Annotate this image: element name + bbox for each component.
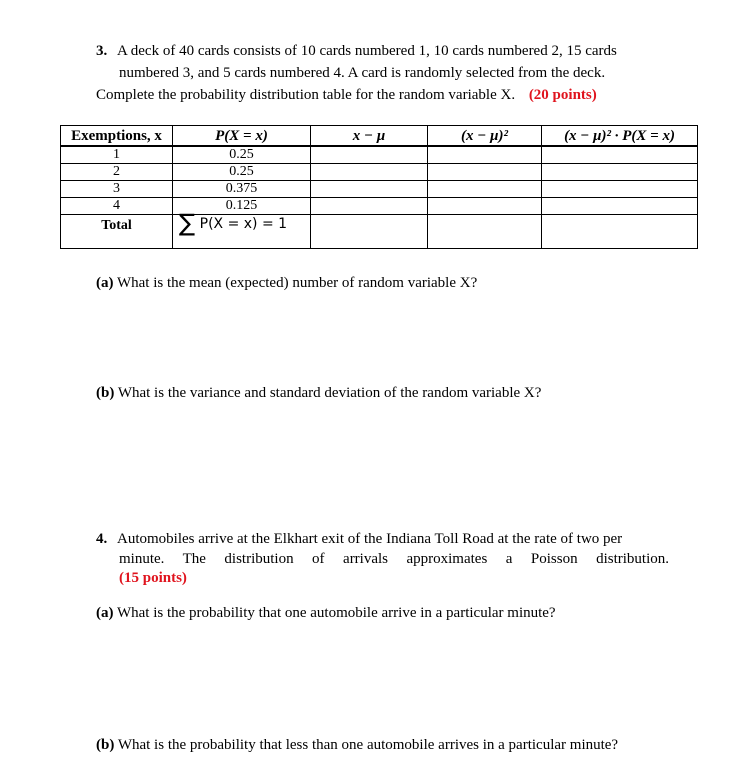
cell-empty — [428, 146, 542, 164]
cell-empty — [311, 215, 428, 249]
cell-x: 2 — [61, 164, 173, 181]
cell-empty — [311, 181, 428, 198]
cell-empty — [311, 146, 428, 164]
sum-expression: P(X = x) = 1 — [199, 216, 288, 232]
probability-distribution-table — [60, 125, 698, 249]
header-x-minus-mu: x − μ — [311, 126, 428, 147]
question-4-line-1: 4. Automobiles arrive at the Elkhart exit of the Indiana Toll Road at the rate of two per — [96, 531, 623, 547]
table-total-row — [61, 215, 698, 249]
question-4-line-2: minute. The distribution of arrivals approximates a Poisson distribution. — [119, 551, 669, 567]
question-4-part-b: (b) What is the probability that less than one automobile arrives in a particular minute? — [96, 737, 619, 753]
question-3-part-b: (b) What is the variance and standard deviation of the random variable X? — [96, 385, 542, 401]
cell-empty — [311, 164, 428, 181]
cell-empty — [428, 198, 542, 215]
table-row — [61, 164, 698, 181]
cell-empty — [542, 181, 698, 198]
sum-cell — [173, 209, 311, 249]
cell-p: 0.125 — [173, 198, 311, 215]
question-4-part-a: (a) What is the probability that one automobile arrive in a particular minute? — [96, 605, 556, 621]
question-3-line-3: Complete the probability distribution table for the random variable X. (20 points) — [96, 87, 597, 103]
sigma-icon: ∑ — [179, 209, 196, 237]
header-x: Exemptions, x — [61, 126, 173, 147]
cell-p: 0.25 — [173, 164, 311, 181]
table-header-row — [61, 126, 698, 147]
cell-empty — [542, 164, 698, 181]
question-4-points: (15 points) — [119, 570, 187, 586]
question-3-points: (20 points) — [528, 87, 597, 103]
cell-x: 4 — [61, 198, 173, 215]
cell-empty — [428, 215, 542, 249]
table-row — [61, 146, 698, 164]
table-row — [61, 198, 698, 215]
total-label: Total — [61, 215, 173, 249]
cell-empty — [542, 198, 698, 215]
header-weighted-squared-deviation: (x − μ)² · P(X = x) — [542, 126, 698, 147]
question-3-line-1: 3. A deck of 40 cards consists of 10 cards numbered 1, 10 cards numbered 2, 15 cards — [96, 43, 617, 59]
header-p: P(X = x) — [173, 126, 311, 147]
cell-empty — [311, 198, 428, 215]
cell-p: 0.375 — [173, 181, 311, 198]
cell-empty — [428, 181, 542, 198]
cell-empty — [428, 164, 542, 181]
question-3-number: 3. — [96, 43, 108, 59]
header-squared-deviation: (x − μ)² — [428, 126, 542, 147]
cell-empty — [542, 215, 698, 249]
cell-empty — [542, 146, 698, 164]
cell-x: 3 — [61, 181, 173, 198]
table-row — [61, 181, 698, 198]
question-3-part-a: (a) What is the mean (expected) number of random variable X? — [96, 275, 478, 291]
cell-x: 1 — [61, 146, 173, 164]
cell-p: 0.25 — [173, 146, 311, 164]
question-4-number: 4. — [96, 531, 108, 547]
question-3-line-2: numbered 3, and 5 cards numbered 4. A card is randomly selected from the deck. — [119, 65, 606, 81]
